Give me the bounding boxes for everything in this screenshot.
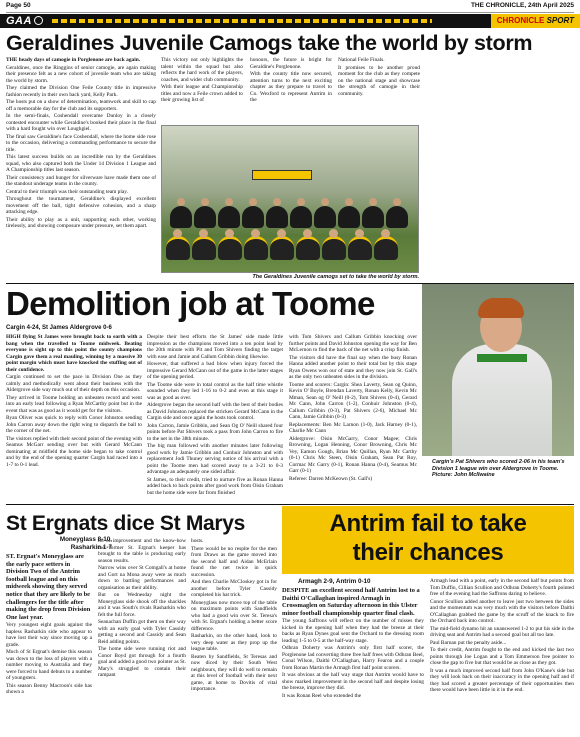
paragraph: There would be no respite for the men from Draws as the game moved into the second half and Aidan McErlain found the net twice in quick succession.	[191, 545, 277, 578]
publication-date: THE CHRONICLE, 24th April 2025	[470, 2, 574, 9]
paragraph: Their ability to play as a unit, supporting each other, working tirelessly, and showing composure under pressure, set them apart.	[6, 216, 156, 229]
player-photo	[422, 284, 574, 456]
story3-intro: ST. Ergnat's Moneyglass are the early pace setters in Division Two of the Antrim football league and on this midweek showing they served notice that they are likely to be challengers for the title after making the drop from Division One last year.	[6, 553, 91, 621]
paragraph: The final saw Geraldine's face Coshendall, where the home side rose to the occasion, delivering a commanding performance to secure the title.	[6, 133, 156, 153]
paragraph: It promises to be another proud moment for the club as they compete on the national stage and showcase the strength of camogie in their community.	[338, 64, 420, 97]
paragraph: To their credit, Antrim fought to the end and kicked the last two points through Joe Logan and a Tom Emmerson free pointer to close the gap to five but that would be as close as they got.	[430, 647, 574, 666]
paragraph: THE heady days of camogie in Porglenone are back again.	[6, 57, 141, 63]
paragraph: This season Benny Macroon's side has shown a	[6, 682, 92, 696]
team-photo-caption: The Geraldines Juvenile camogs set to take the world by storm.	[252, 274, 419, 280]
paragraph: Odhran Doherty was Antrim's only first half scorer, the Porglenone lad converting three free half frees with Odhran Beel, Conal Wilson, Daithi O'Callaghan, Harry Fearon and a couple from Ronan Martin the Armagh first half point scorers.	[282, 645, 424, 671]
story4-headline-box	[282, 506, 574, 574]
paragraph: Central to their triumph was their outstanding team play.	[6, 188, 128, 195]
section-label: GAA	[6, 15, 43, 27]
paragraph: Much of St Ergnat's demise this season was down to the loss of players with a number moving to Australia and they were forced to hand debuts to a number of youngsters.	[6, 649, 92, 682]
paragraph: HIGH flying St James were brought back to earth with a bang when the travelled to Toome midweek. Beating everyone is sight up to this point the county champions Cargin gave them a real mauling, winning by a massive 30 point margin which must have knocked the stuffing out of their confidence.	[6, 334, 142, 373]
paragraph: honours, the future is bright for Geraldine's Porglenone.	[250, 57, 332, 70]
paragraph: With the county title now secured, attention turns to the next exciting chapter as they prepare to travel to Co. Wexford to represent Antrim in the	[250, 71, 332, 103]
section-band	[0, 14, 580, 28]
player-photo-caption: Cargin's Pat Shivers who scored 2-06 in his team's Division 1 league win over Aldergrove in Toome. Picture: John McIlwaine	[432, 459, 565, 479]
paragraph: The mid-field dynamo hit an unanswered 1-2 to put his side in the driving seat and Antrim had a second goal but all too late.	[430, 625, 574, 638]
paragraph: It was Ronan Reel who extended the	[282, 692, 362, 699]
paragraph: Replacements: Ben Mc Larnon (1-0), Jack Harney (0-1), Charlie Mc Cann	[289, 421, 417, 434]
paragraph: The Toome side were in total control as the half time whistle sounded when they led 1-16 to 0-2 and even at this stage it was as good as over.	[147, 381, 283, 401]
paragraph: The big man followed with another minutes later following good work by Jamie Gribbin and Conhuir Johnston and with replacement Jodi Thuney serving notice of his arrival with a point the Toome men had scored away to a 3-21 to 0-3 advantage an adequately one sided affair.	[147, 443, 283, 475]
story2-score-line: Cargin 4-24, St James Aldergrove 0-6	[6, 325, 112, 331]
story1-col3	[250, 57, 332, 105]
paragraph: It was obvious at the half way stage that Antrim would have to show marked improvement in the second half and despite losing the breeze, improve they did.	[282, 672, 424, 692]
paragraph: Ryan Oliver was quick to reply with Conor Johnston sending John Carron away down the right wing to dispatch the ball to the corner of the net.	[6, 415, 142, 434]
paragraph: Moneyglass now move top of the table on maximum points with Sandfields who had a good win over St. Teresa's with St. Ergnat's holding a better score difference.	[191, 599, 277, 632]
brand-logo: CHRONICLE SPORT	[491, 14, 580, 28]
story2-headline: Demolition job at Toome	[6, 285, 375, 322]
story1-col1	[6, 57, 156, 231]
paragraph: This victory not only highlights the talent within the squad but also reflects the hard work of the players, coaches, and wider club community.	[161, 57, 243, 83]
story3-col2	[98, 538, 186, 680]
section-divider-2	[6, 504, 574, 505]
paragraph: The visitors did have the final say when the busy Ronan Hanna added another point to their total but by this stage Ryan Owens won our of state and they now join St. Gall's as the only two unbeaten sides in the division.	[289, 354, 417, 380]
story1-headline: Geraldines Juvenile Camogs take the world by storm	[6, 31, 533, 55]
paragraph: lot of improvement and the know-how the former St. Ergnat's keeper has brought to the table is producing early season results.	[98, 538, 186, 564]
paragraph: The visitors replied with their second point of the evening with Seamus McGarr sending over but with Gerard McCann dominating at midfield the home side began to take control and by the end of the opening quarter Cargin had raced into a 1-7 to 0-1 lead.	[6, 435, 142, 468]
story4-headline-line1: Antrim fail to take	[329, 510, 527, 537]
sliotar-icon	[34, 16, 43, 25]
story2-col1	[6, 334, 142, 469]
team-banner	[252, 170, 312, 180]
paragraph: But on Wednesday night the Moneyglass side shook off the shackles and it was South's rivals Rasharkin who felt the full force.	[98, 592, 186, 618]
decorative-stripes	[52, 19, 432, 23]
paragraph: Cargin continued to set the pace in Division One as they calmly and methodically went about their business with the Aldergrove side way much out of their depth on this occasion.	[6, 374, 142, 393]
story3-headline: St Ergnats dice St Marys	[6, 512, 246, 535]
story1-col2	[161, 57, 243, 105]
story4-col2	[430, 578, 574, 695]
paragraph: It was a much improved second half from John O'Kane's side but they will look back on their inaccuracy in the opening half and if they had scored a greater percentage of their opportunities then there would have been little in it in the end.	[430, 667, 574, 693]
story4-score-line: Armagh 2-9, Antrim 0-10	[298, 578, 371, 585]
paragraph: John Carron, Jamie Gribbin, and Sean Og O' Neill shared four points before Pat Shivers took a pass from John Carron to fire to the net in the 38th minute.	[147, 422, 283, 442]
paragraph: However, that suffered a bad blow when injury forced the impressive Gerard McCann out of the game in the latter stages of the opening period.	[147, 361, 283, 380]
paragraph: This latest success builds on an incredible run by the Geraldines squad, who also captured both the Under 14 Division 1 League and A Championship titles last season.	[6, 154, 156, 173]
paragraph: with Tom Shivers and Callum Gribbin knocking over further points and David Johnston opening the way for Ben McLernon to find the back of the net with a crisp finish.	[289, 334, 418, 353]
story4-headline-line2: their chances	[352, 539, 504, 566]
paragraph: Their consistency and hunger for silverware have made them one of the standout underage teams in the county.	[6, 174, 156, 187]
paragraph: In the semi-finals, Coshendall overcame Dunloy in a closely contested encounter while Geraldine's booked their place in the final with a hard fought win over Loughgiel.	[6, 113, 156, 132]
paragraph: Beaten by Sandfields, St Teresas and now diced by their South West neighbours, they will do well to remain at this level of football with their next game, at home to Dovitis of vital importance.	[191, 653, 277, 692]
story3-col1	[6, 553, 92, 697]
paragraph: Rasharkin, on the other hand, look to very deep water as they prop up the league table.	[191, 633, 277, 652]
paragraph: Geraldines, once the Ringgins of senior camogie, are again making their presence felt as a new cohort of juvenile team who are taking the world by storm.	[6, 64, 156, 84]
header-rule	[6, 12, 574, 13]
team-photo	[161, 125, 419, 273]
paragraph: Aldergrove: Oisin McGarry, Conor Magee; Chris Browning, Logan Henning, Conor Browning, Chris Mc Vey, Eamon Gough, Brian Mc Quillan, Ryan Mc Carthy (0-1) Chris Mc Steen, Oisin Graham, Sean Pat Roy, Cormac Mc Garry (0-1), Ronan Hanna (0-4), Seamus Mc Garr (0-1)	[289, 435, 417, 474]
paragraph: Despite their best efforts the St James' side made little impression as the champions moved into a ten point lead by the 20th minute with Pit and Tom Shivers finding the target with ease and Jamie and Callum Gribbin doing likewise.	[147, 334, 283, 360]
paragraph: National Feile Finals.	[338, 57, 385, 63]
paragraph: Conor Scullion added another to leave just two between the sides and the momentum was very much with the visitors before Daithi O'Callaghan grabbed the game by the scruff of the knack to fire the Orchard back into control.	[430, 598, 574, 624]
paragraph: hosts.	[191, 538, 204, 544]
paragraph: Aldergrove began the second half with the best of their bodies as David Johnston replaced the stricken Gerard McCann in the Cargin side and once again the hosts took control.	[147, 402, 283, 421]
paragraph: Narrow wins over St Comgall's at home and Gort na Mona away were as much down to battling performances and organisation as their ability.	[98, 565, 186, 591]
paragraph: The young Saffrons will reflect on the number of misses they kicked in the opening half when they had the breeze at their backs as Ryan Dynes goal sent the Orchard to the dressing room leading 1-5 to 0-5 at the half-way stage.	[282, 618, 424, 644]
paragraph: The hosts put on a show of determination, teamwork and skill to cap off a memorable day for the club and its supporters.	[6, 99, 156, 112]
page-header	[6, 2, 574, 12]
paragraph: Very youngest eight goals against the hapless Rasharkin side who appear to have lost their way since moving up a grade.	[6, 622, 92, 648]
paragraph: St James, to their credit, tried to nurture five as Ronan Hanna added back to back points after good work from Oisin Graham but the home side were far from finished	[147, 476, 283, 496]
story2-col3	[289, 334, 417, 483]
paragraph: Paul Barnan put the penalty aside...	[430, 639, 507, 646]
paragraph: Toome and scorers: Cargin: Shea Laverty, Sean og Quinn, Kevin O' Boyle, Brendan Laverty, Ronan Kelly, Kevin Mc Mman, Sean og O' Neill (0-2), Tom Shivers (0-4), Gerard Mc Cann, John Carron (1-2), Conhuir Johnston (0-4), Callum Gribbin (0-3), Pat Shivers (2-6), Michael Mc Cann, Jamie Gribbin (0-3)	[289, 381, 417, 420]
story1-col4	[338, 57, 420, 98]
story3-col3	[191, 538, 277, 694]
paragraph: Throughout the tournament, Geraldine's displayed excellent movement off the ball, tight defensive cohesion, and a sharp attacking edge.	[6, 196, 156, 215]
paragraph: They arrived in Toome holding an unbeaten record and went into an early lead following a Ryan McCarthy point but in the event that was as good as it would get for the visitors.	[6, 394, 142, 414]
story2-col2	[147, 334, 283, 497]
paragraph: Seanachan Duffin got them on their way with an early goal with Tyler Cassidy getting a second and Cassidy and Sean Reid adding points.	[98, 619, 186, 645]
paragraph: The home side were running riot and Conor Boyd got through for a fourth goal and added a good two pointer as St. Mary's struggled to contain their rampant	[98, 646, 186, 678]
paragraph: Referee: Darren McKeown (St. Gall's)	[289, 475, 373, 482]
story3-score: Moneyglass 8-10, Rasharkin 1-7	[59, 536, 112, 551]
paragraph: And then Charlie McCloskey got in for another before Tyler Cassidy completed his hat trick.	[191, 579, 277, 598]
page-number: Page 50	[6, 2, 31, 9]
paragraph: They claimed the Division One Feile County title in impressive fashion recently in their own back yard, Kelly Park.	[6, 85, 156, 98]
paragraph: Armagh lead with a point, early in the second half but points from Tom Duffin, Cillian Scullion and Odhran Doherty's fourth pointed free of the evening had the Saffrons daring to believe.	[430, 578, 574, 597]
paragraph: With their league and Championship titles and now a Feile crown added to their growing list of	[161, 84, 243, 103]
story4-col1	[282, 587, 424, 700]
story4-intro: DESPITE an excellent second half Antrim lost to a Daithi O'Callaghan inspired Armagh in Crossmaglen on Saturday afternoon in this Ulster minor football championship quarter final clash.	[282, 587, 420, 617]
